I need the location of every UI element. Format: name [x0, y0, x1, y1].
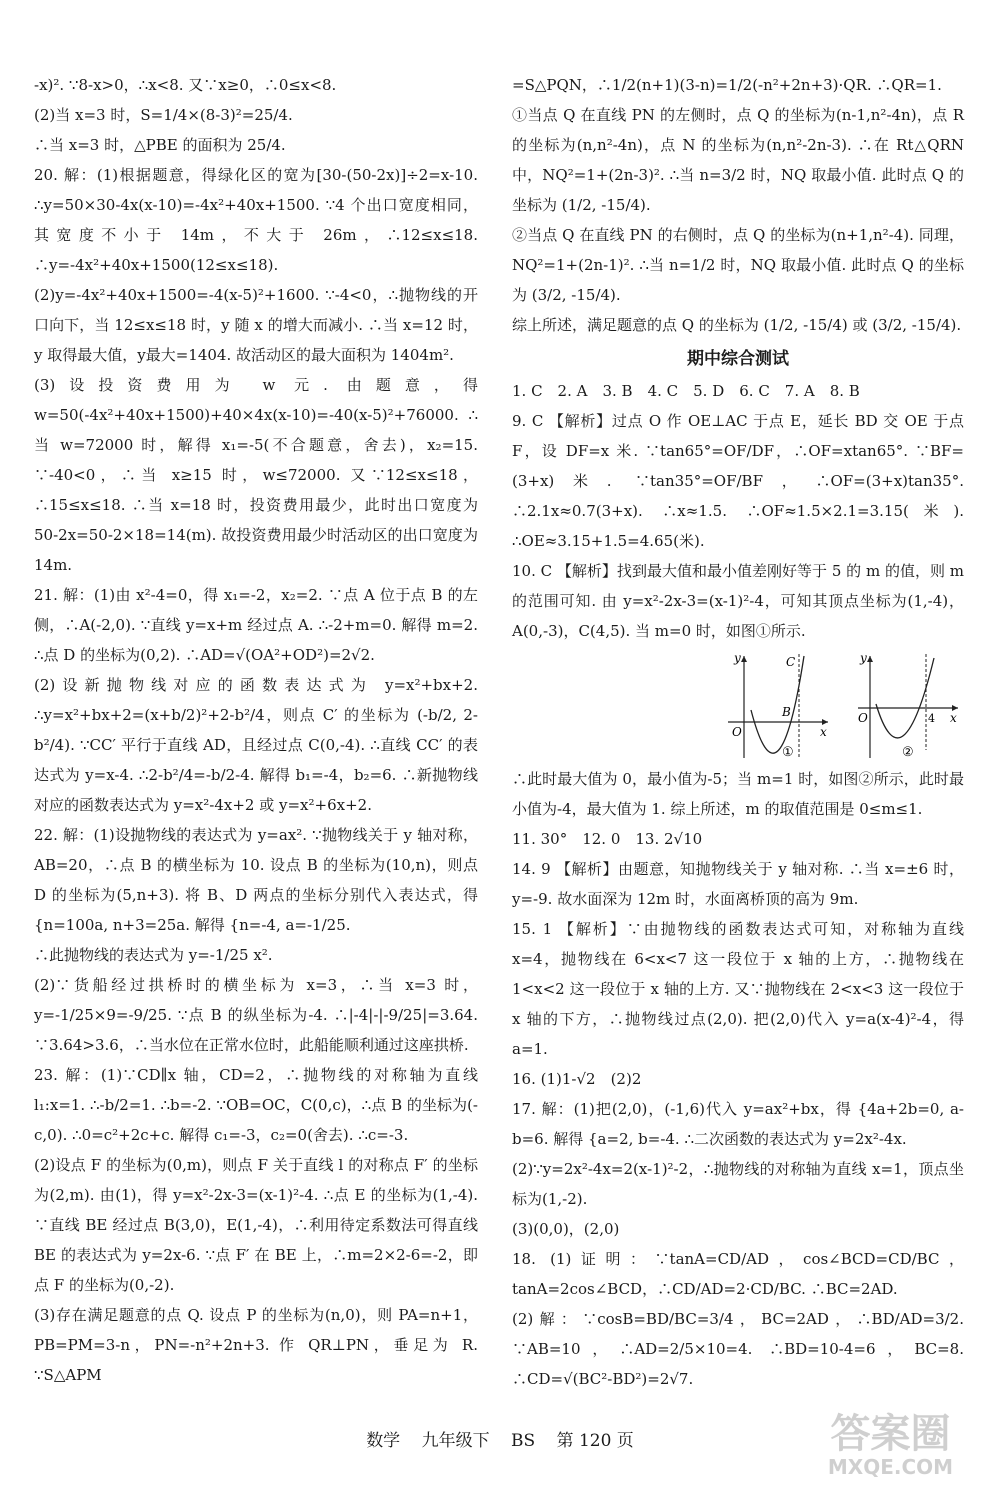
y-axis-label: y	[860, 651, 867, 665]
answer-15: 15. 1 【解析】∵由抛物线的函数表达式可知，对称轴为直线 x=4，抛物线在 6<x<7 这一段位于 x 轴的上方，∴抛物线在 1<x<2 这一段位于 x 轴的上方. 又∵抛物线在 2<x<3 这一段位于 x 轴的下方，∴抛物线过点(2,0). 把(2,0)代入 y=a(x-4)²-4，得 a=1.	[512, 920, 964, 1058]
paragraph: ∴当 x=3 时，△PBE 的面积为 25/4.	[34, 136, 286, 154]
answer-14: 14. 9 【解析】由题意，知抛物线关于 y 轴对称. ∴当 x=±6 时，y=-9. 故水面深为 12m 时，水面离桥顶的高为 9m.	[512, 860, 964, 908]
answer-11-13: 11. 30° 12. 0 13. 2√10	[512, 830, 703, 848]
answer-1-8: 1. C 2. A 3. B 4. C 5. D 6. C 7. A 8. B	[512, 382, 860, 400]
footer-subject: 数学	[366, 1431, 401, 1451]
figures	[512, 650, 964, 762]
paragraph: =S△PQN，∴1/2(n+1)(3-n)=1/2(-n²+2n+3)·QR. ∴QR=1.	[512, 76, 942, 94]
paragraph: (2)解：∵cosB=BD/BC=3/4，BC=2AD，∴BD/AD=3/2. ∵AB=10，∴AD=2/5×10=4. ∴BD=10-4=6，BC=8. ∴CD=√(BC²-BD²)=2√7.	[512, 1310, 964, 1388]
answer-23: 23. 解：(1)∵CD∥x 轴，CD=2，∴抛物线的对称轴为直线 l₁:x=1. ∴-b/2=1. ∴b=-2. ∵OB=OC，C(0,c)，∴点 B 的坐标为(-c,0). ∴0=c²+2c+c. 解得 c₁=-3，c₂=0(舍去). ∴c=-3.	[34, 1066, 478, 1144]
watermark-text: 答案圈	[830, 1411, 951, 1457]
answer-16: 16. (1)1-√2 (2)2	[512, 1070, 642, 1088]
paragraph: (3)(0,0)，(2,0)	[512, 1220, 620, 1238]
origin-label: O	[858, 711, 868, 725]
figure-2-caption: ②	[902, 745, 914, 760]
answer-17: 17. 解：(1)把(2,0)，(-1,6)代入 y=ax²+bx，得 {4a+2b=0, a-b=6. 解得 {a=2, b=-4. ∴二次函数的表达式为 y=2x²-4x.	[512, 1100, 964, 1148]
left-column	[34, 70, 478, 1390]
tick-four-label: 4	[928, 712, 935, 725]
answer-10: 10. C 【解析】找到最大值和最小值差刚好等于 5 的 m 的值，则 m 的范围可知. 由 y=x²-2x-3=(x-1)²-4，可知其顶点坐标为(1,-4)，A(0,-3)，C(4,5). 当 m=0 时，如图①所示.	[512, 562, 964, 640]
paragraph: (3)设投资费用为 w 元. 由题意，得 w=50(-4x²+40x+1500)+40×4x(x-10)=-40(x-5)²+76000. ∴当 w=72000 时，解得 x₁=-5(不合题意，舍去)，x₂=15. ∵-40<0，∴当 x≥15 时，w≤72000. 又∵12≤x≤18，∴15≤x≤18. ∴当 x=18 时，投资费用最少，此时出口宽度为 50-2x=50-2×18=14(m). 故投资费用最少时活动区的出口宽度为 14m.	[34, 376, 478, 574]
footer-page-number: 第 120 页	[556, 1431, 634, 1451]
parabola-figure-2	[854, 650, 964, 762]
x-axis-label: x	[820, 725, 827, 739]
footer-edition: BS	[511, 1431, 536, 1451]
watermark-logo	[803, 1405, 978, 1485]
origin-label: O	[732, 725, 742, 739]
y-axis-label: y	[734, 651, 741, 665]
paragraph: (2)设新抛物线对应的函数表达式为 y=x²+bx+2. ∴y=x²+bx+2=(x+b/2)²+2-b²/4，则点 C′ 的坐标为 (-b/2, 2-b²/4). ∵CC′ 平行于直线 AD，且经过点 C(0,-4). ∴直线 CC′ 的表达式为 y=x-4. ∴2-b²/4=-b/2-4. 解得 b₁=-4，b₂=6. ∴新抛物线对应的函数表达式为 y=x²-4x+2 或 y=x²+6x+2.	[34, 676, 478, 814]
paragraph: -x)². ∵8-x>0，∴x<8. 又∵x≥0，∴0≤x<8.	[34, 76, 337, 94]
section-title: 期中综合测试	[687, 349, 789, 369]
paragraph: ∴此时最大值为 0，最小值为-5；当 m=1 时，如图②所示，此时最小值为-4，最大值为 1. 综上所述，m 的取值范围是 0≤m≤1.	[512, 770, 964, 818]
paragraph: (2)设点 F 的坐标为(0,m)，则点 F 关于直线 l 的对称点 F′ 的坐标为(2,m). 由(1)，得 y=x²-2x-3=(x-1)²-4. ∴点 E 的坐标为(1,-4). ∵直线 BE 经过点 B(3,0)，E(1,-4)，∴利用待定系数法可得直线 BE 的表达式为 y=2x-6. ∵点 F′ 在 BE 上，∴m=2×2-6=-2，即点 F 的坐标为(0,-2).	[34, 1156, 478, 1294]
parabola-figure-1	[724, 650, 834, 762]
paragraph: (2)∵货船经过拱桥时的横坐标为 x=3，∴当 x=3 时，y=-1/25×9=-9/25. ∵点 B 的纵坐标为-4. ∴|-4|-|-9/25|=3.64. ∵3.64>3.6，∴当水位在正常水位时，此船能顺利通过这座拱桥.	[34, 976, 478, 1054]
watermark-url: MXQE.COM	[827, 1455, 954, 1479]
point-c-label: C	[786, 655, 796, 669]
figure-1-caption: ①	[782, 745, 794, 760]
paragraph: 综上所述，满足题意的点 Q 的坐标为 (1/2, -15/4) 或 (3/2, -15/4).	[512, 316, 962, 334]
answer-22: 22. 解：(1)设抛物线的表达式为 y=ax². ∵抛物线关于 y 轴对称，AB=20，∴点 B 的横坐标为 10. 设点 B 的坐标为(10,n)，则点 D 的坐标为(5,n+3). 将 B、D 两点的坐标分别代入表达式，得 {n=100a, n+3=25a. 解得 {n=-4, a=-1/25.	[34, 826, 478, 934]
answer-18: 18. (1)证明：∵tanA=CD/AD，cos∠BCD=CD/BC，tanA=2cos∠BCD，∴CD/AD=2·CD/BC. ∴BC=2AD.	[512, 1250, 964, 1298]
footer-grade: 九年级下	[421, 1431, 490, 1451]
paragraph: (2)∵y=2x²-4x=2(x-1)²-2，∴抛物线的对称轴为直线 x=1，顶点坐标为(1,-2).	[512, 1160, 964, 1208]
point-b-label: B	[782, 705, 791, 719]
right-column	[512, 70, 964, 1394]
paragraph: ①当点 Q 在直线 PN 的左侧时，点 Q 的坐标为(n-1,n²-4n)，点 R 的坐标为(n,n²-4n)，点 N 的坐标为(n,n²-2n-3). ∴在 Rt△QRN 中，NQ²=1+(2n-3)². ∴当 n=3/2 时，NQ 取最小值. 此时点 Q 的坐标为 (1/2, -15/4).	[512, 106, 964, 214]
answer-20: 20. 解：(1)根据题意，得绿化区的宽为[30-(50-2x)]÷2=x-10. ∴y=50×30-4x(x-10)=-4x²+40x+1500. ∵4 个出口宽度相同，其宽度不小于 14m，不大于 26m，∴12≤x≤18. ∴y=-4x²+40x+1500(12≤x≤18).	[34, 166, 478, 274]
answer-9: 9. C 【解析】过点 O 作 OE⊥AC 于点 E，延长 BD 交 OE 于点 F，设 DF=x 米. ∵tan65°=OF/DF，∴OF=xtan65°. ∵BF=(3+x)米. ∵tan35°=OF/BF，∴OF=(3+x)tan35°. ∴2.1x≈0.7(3+x). ∴x≈1.5. ∴OF≈1.5×2.1=3.15(米). ∴OE≈3.15+1.5=4.65(米).	[512, 412, 964, 550]
paragraph: ∴此抛物线的表达式为 y=-1/25 x².	[34, 946, 273, 964]
paragraph: (2)y=-4x²+40x+1500=-4(x-5)²+1600. ∵-4<0，∴抛物线的开口向下，当 12≤x≤18 时，y 随 x 的增大而减小. ∴当 x=12 时，y 取得最大值，y最大=1404. 故活动区的最大面积为 1404m².	[34, 286, 478, 364]
paragraph: (3)存在满足题意的点 Q. 设点 P 的坐标为(n,0)，则 PA=n+1，PB=PM=3-n，PN=-n²+2n+3. 作 QR⊥PN，垂足为 R. ∵S△APM	[34, 1306, 478, 1384]
answer-21: 21. 解：(1)由 x²-4=0，得 x₁=-2，x₂=2. ∵点 A 位于点 B 的左侧，∴A(-2,0). ∵直线 y=x+m 经过点 A. ∴-2+m=0. 解得 m=2. ∴点 D 的坐标为(0,2). ∴AD=√(OA²+OD²)=2√2.	[34, 586, 478, 664]
x-axis-label: x	[950, 711, 957, 725]
paragraph: (2)当 x=3 时，S=1/4×(8-3)²=25/4.	[34, 106, 293, 124]
paragraph: ②当点 Q 在直线 PN 的右侧时，点 Q 的坐标为(n+1,n²-4). 同理，NQ²=1+(2n-1)². ∴当 n=1/2 时，NQ 取最小值. 此时点 Q 的坐标为 (3/2, -15/4).	[512, 226, 964, 304]
